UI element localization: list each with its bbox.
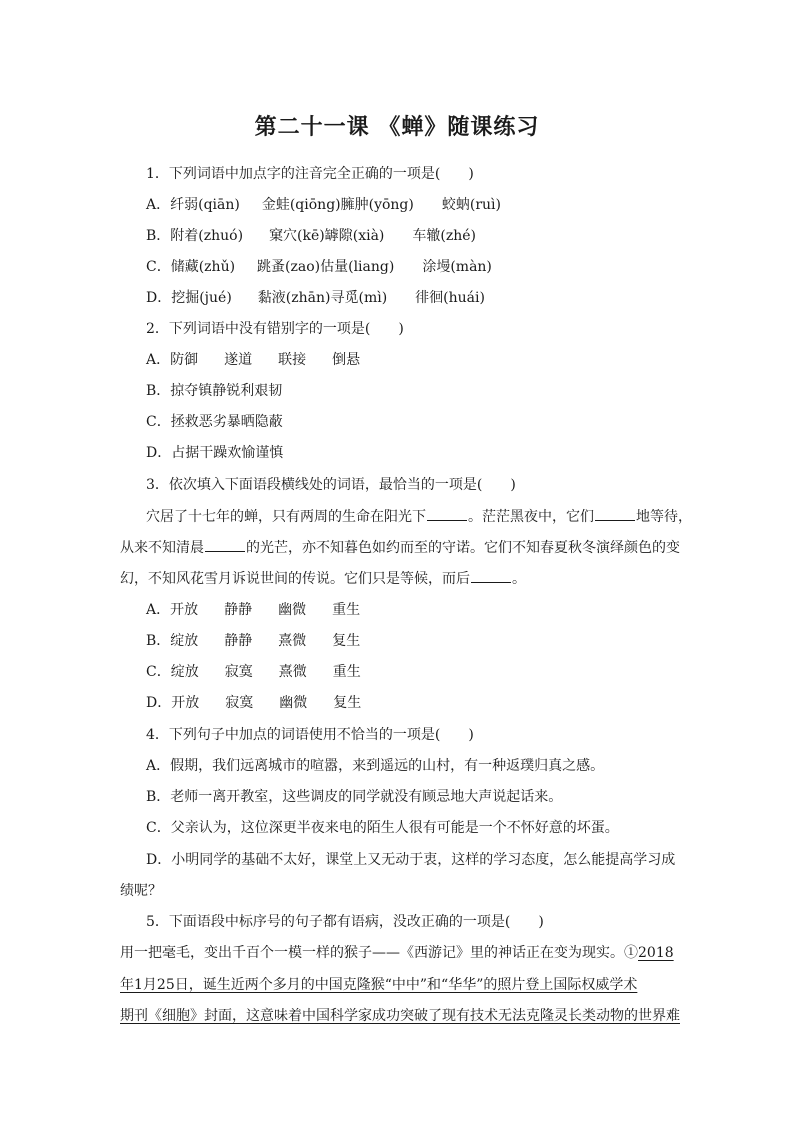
q3-d-word-3: 幽微 bbox=[279, 695, 308, 711]
q1-c-part-2: 跳蚤(zao)估量(liang) bbox=[257, 259, 395, 275]
q5-passage-line-2: 年1月25日，诞生近两个多月的中国克隆猴“中中”和“华华”的照片登上国际权威学术 bbox=[120, 977, 638, 993]
q2-a-word-4: 倒悬 bbox=[332, 352, 361, 368]
q5-p1-a: 用一把毫毛，变出千百个一模一样的猴子——《西游记》里的神话正在变为现实。① bbox=[120, 945, 638, 961]
q1-c-part-3: 涂墁(màn) bbox=[422, 259, 492, 275]
q3-p1-c: 地等待， bbox=[636, 509, 692, 525]
q3-a-word-1: A．开放 bbox=[146, 602, 199, 618]
q3-c-word-4: 重生 bbox=[332, 664, 361, 680]
q1-a-part-1: A．纤弱(qiān) bbox=[146, 197, 240, 213]
q3-option-b bbox=[146, 631, 360, 651]
q3-b-word-4: 复生 bbox=[332, 633, 361, 649]
q3-d-word-4: 复生 bbox=[333, 695, 362, 711]
q3-option-d bbox=[146, 693, 361, 713]
q5-passage-line-1 bbox=[120, 943, 674, 963]
q3-option-a bbox=[146, 600, 360, 620]
q5-passage-line-3: 期刊《细胞》封面，这意味着中国科学家成功突破了现有技术无法克隆灵长类动物的世界难 bbox=[120, 1008, 680, 1024]
question-3-stem: 3．依次填入下面语段横线处的词语，最恰当的一项是( ) bbox=[146, 477, 516, 493]
q2-option-c: C．拯救恶劣暴晒隐蔽 bbox=[146, 414, 283, 430]
q3-p1-a: 穴居了十七年的蝉，只有两周的生命在阳光下 bbox=[146, 509, 426, 525]
q4-option-b: B．老师一离开教室，这些调皮的同学就没有顾忌地大声说起话来。 bbox=[146, 789, 563, 805]
page-title: 第二十一课 《蝉》随课练习 bbox=[254, 114, 540, 140]
question-4-stem: 4．下列句子中加点的词语使用不恰当的一项是( ) bbox=[146, 727, 474, 743]
q3-c-word-3: 熹微 bbox=[278, 664, 307, 680]
q1-a-part-3: 蛟蚋(ruì) bbox=[441, 197, 501, 213]
q4-option-a: A．假期，我们远离城市的喧嚣，来到遥远的山村，有一种返璞归真之感。 bbox=[146, 758, 605, 774]
q3-a-word-3: 幽微 bbox=[278, 602, 307, 618]
q3-a-word-4: 重生 bbox=[332, 602, 361, 618]
blank-4 bbox=[471, 568, 511, 583]
q3-d-word-1: D．开放 bbox=[146, 695, 200, 711]
q2-option-a bbox=[146, 350, 360, 370]
q2-option-d: D．占据干躁欢愉谨慎 bbox=[146, 445, 284, 461]
q3-passage-line-1 bbox=[146, 506, 692, 527]
q4-option-c: C．父亲认为，这位深更半夜来电的陌生人很有可能是一个不怀好意的坏蛋。 bbox=[146, 820, 619, 836]
question-2-stem: 2．下列词语中没有错别字的一项是( ) bbox=[146, 321, 404, 337]
q1-option-c bbox=[146, 257, 492, 277]
q1-d-part-3: 徘徊(huái) bbox=[415, 290, 485, 306]
q2-a-word-1: A．防御 bbox=[146, 352, 199, 368]
blank-2 bbox=[595, 506, 635, 521]
q3-p2-a: 从来不知清晨 bbox=[120, 540, 204, 556]
q3-p1-b: 。茫茫黑夜中，它们 bbox=[468, 509, 594, 525]
q3-a-word-2: 静静 bbox=[224, 602, 253, 618]
question-5-stem: 5．下面语段中标序号的句子都有语病，没改正确的一项是( ) bbox=[146, 914, 544, 930]
q1-b-part-3: 车辙(zhé) bbox=[412, 228, 477, 244]
q1-a-part-2: 金蛙(qiōng)臃肿(yōng) bbox=[261, 197, 414, 213]
blank-1 bbox=[427, 506, 467, 521]
q3-d-word-2: 寂寞 bbox=[225, 695, 254, 711]
q2-a-word-3: 联接 bbox=[278, 352, 307, 368]
q1-c-part-1: C．储藏(zhǔ) bbox=[146, 259, 236, 275]
q3-b-word-3: 熹微 bbox=[278, 633, 307, 649]
q4-option-d-line-2: 绩呢？ bbox=[120, 883, 162, 899]
q3-p3-b: 。 bbox=[512, 571, 526, 587]
q2-option-b: B．掠夺镇静锐利艰韧 bbox=[146, 383, 283, 399]
q3-b-word-1: B．绽放 bbox=[146, 633, 199, 649]
blank-3 bbox=[205, 537, 245, 552]
q1-option-a bbox=[146, 195, 501, 215]
q1-b-part-1: B．附着(zhuó) bbox=[146, 228, 244, 244]
q2-a-word-2: 遂道 bbox=[224, 352, 253, 368]
q4-option-d-line-1: D．小明同学的基础不太好，课堂上又无动于衷，这样的学习态度，怎么能提高学习成 bbox=[146, 852, 676, 868]
q3-p3-a: 幻，不知风花雪月诉说世间的传说。它们只是等候，而后 bbox=[120, 571, 470, 587]
q1-d-part-2: 黏液(zhān)寻觅(mì) bbox=[257, 290, 388, 306]
q3-c-word-2: 寂寞 bbox=[224, 664, 253, 680]
q3-passage-line-3 bbox=[120, 568, 526, 589]
q3-passage-line-2 bbox=[120, 537, 680, 558]
q3-b-word-2: 静静 bbox=[224, 633, 253, 649]
q1-option-d bbox=[146, 288, 485, 308]
question-1-stem: 1．下列词语中加点字的注音完全正确的一项是( ) bbox=[146, 166, 474, 182]
q3-c-word-1: C．绽放 bbox=[146, 664, 199, 680]
q3-p2-b: 的光芒，亦不知暮色如约而至的守诺。它们不知春夏秋冬演绎颜色的变 bbox=[246, 540, 680, 556]
q1-b-part-2: 窠穴(kē)罅隙(xià) bbox=[269, 228, 385, 244]
q3-option-c bbox=[146, 662, 361, 682]
q5-p1-b: 2018 bbox=[638, 945, 674, 961]
q1-option-b bbox=[146, 226, 476, 246]
q1-d-part-1: D．挖掘(jué) bbox=[146, 290, 232, 306]
